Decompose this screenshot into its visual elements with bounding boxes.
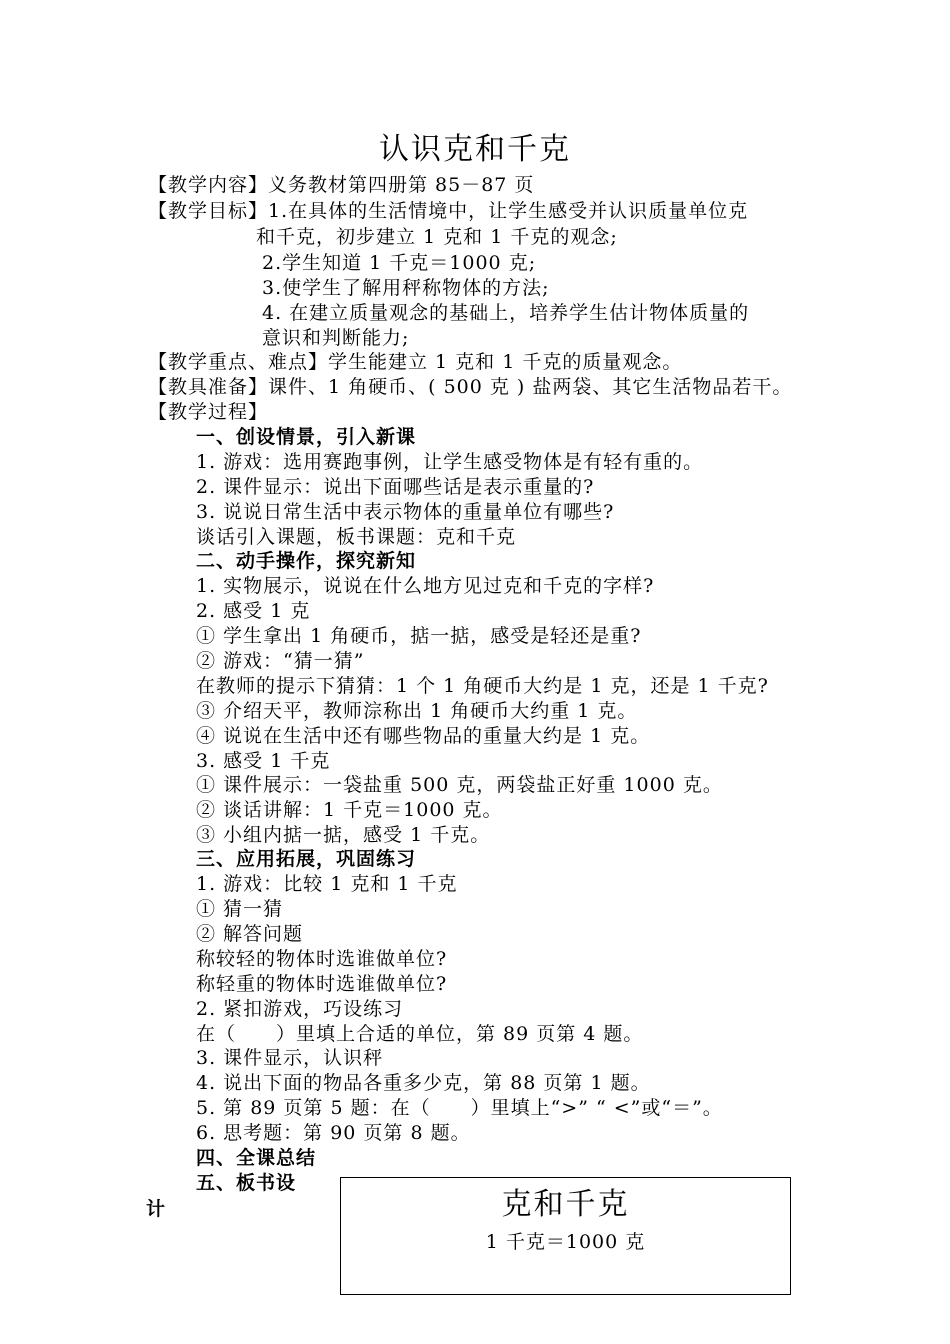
section-heading-continued: 计 <box>146 1198 167 1220</box>
text-line: 4. 在建立质量观念的基础上，培养学生估计物体质量的 <box>262 302 750 324</box>
text-line: 【教学过程】 <box>148 401 269 423</box>
text-line: ② 谈话讲解：1 千克＝1000 克。 <box>196 799 503 821</box>
text-line: 【教学内容】义务教材第四册第 85－87 页 <box>148 174 535 196</box>
text-line: ③ 介绍天平，教师淙称出 1 角硬币大约重 1 克。 <box>196 700 638 722</box>
text-line: 在（ ）里填上合适的单位，第 89 页第 4 题。 <box>196 1023 644 1045</box>
text-line: ② 解答问题 <box>196 923 304 945</box>
text-line: 称较轻的物体时选谁做单位? <box>196 948 448 970</box>
text-line: 在教师的提示下猜猜：1 个 1 角硬币大约是 1 克，还是 1 千克? <box>196 675 769 697</box>
section-heading: 四、全课总结 <box>196 1147 317 1169</box>
section-heading: 二、动手操作，探究新知 <box>196 550 417 572</box>
text-line: 谈话引入课题，板书课题：克和千克 <box>196 526 517 548</box>
blackboard-design-box <box>340 1177 791 1295</box>
board-formula: 1 千克＝1000 克 <box>485 1231 646 1253</box>
board-title: 克和千克 <box>501 1187 630 1222</box>
text-line: 2. 紧扣游戏，巧设练习 <box>196 998 404 1020</box>
text-line: ④ 说说在生活中还有哪些物品的重量大约是 1 克。 <box>196 725 651 747</box>
text-line: 【教学目标】1.在具体的生活情境中，让学生感受并认识质量单位克 <box>148 200 749 222</box>
text-line: 1. 游戏：比较 1 克和 1 千克 <box>196 873 458 895</box>
section-heading: 五、板书设 <box>196 1172 297 1194</box>
text-line: 3. 说说日常生活中表示物体的重量单位有哪些? <box>196 501 615 523</box>
text-line: 【教学重点、难点】学生能建立 1 克和 1 千克的质量观念。 <box>148 351 683 373</box>
text-line: 【教具准备】课件、1 角硬币、( 500 克 ) 盐两袋、其它生活物品若干。 <box>148 376 793 398</box>
text-line: 4. 说出下面的物品各重多少克，第 88 页第 1 题。 <box>196 1072 651 1094</box>
section-heading: 三、应用拓展，巩固练习 <box>196 848 417 870</box>
text-line: 2.学生知道 1 千克＝1000 克; <box>262 252 537 274</box>
text-line: 3. 感受 1 千克 <box>196 750 331 772</box>
text-line: 3. 课件显示，认识秤 <box>196 1047 384 1069</box>
text-line: ① 学生拿出 1 角硬币，掂一掂，感受是轻还是重? <box>196 625 642 647</box>
text-line: 3.使学生了解用秤称物体的方法; <box>262 277 550 299</box>
section-heading: 一、创设情景，引入新课 <box>196 426 417 448</box>
text-line: 5. 第 89 页第 5 题：在（ ）里填上“>” “ <”或“＝”。 <box>196 1097 723 1119</box>
text-line: 1. 游戏：选用赛跑事例，让学生感受物体是有轻有重的。 <box>196 451 704 473</box>
text-line: ① 课件展示：一袋盐重 500 克，两袋盐正好重 1000 克。 <box>196 774 723 796</box>
text-line: 1. 实物展示，说说在什么地方见过克和千克的字样? <box>196 575 655 597</box>
text-line: 意识和判断能力; <box>262 327 410 349</box>
text-line: ③ 小组内掂一掂，感受 1 千克。 <box>196 824 491 846</box>
text-line: ② 游戏：“猜一猜” <box>196 650 365 672</box>
text-line: 和千克，初步建立 1 克和 1 千克的观念; <box>256 226 618 248</box>
text-line: ① 猜一猜 <box>196 898 284 920</box>
text-line: 6. 思考题：第 90 页第 8 题。 <box>196 1122 471 1144</box>
text-line: 2. 课件显示：说出下面哪些话是表示重量的? <box>196 476 595 498</box>
text-line: 2. 感受 1 克 <box>196 600 311 622</box>
page-title: 认识克和千克 <box>379 132 571 167</box>
text-line: 称轻重的物体时选谁做单位? <box>196 973 448 995</box>
